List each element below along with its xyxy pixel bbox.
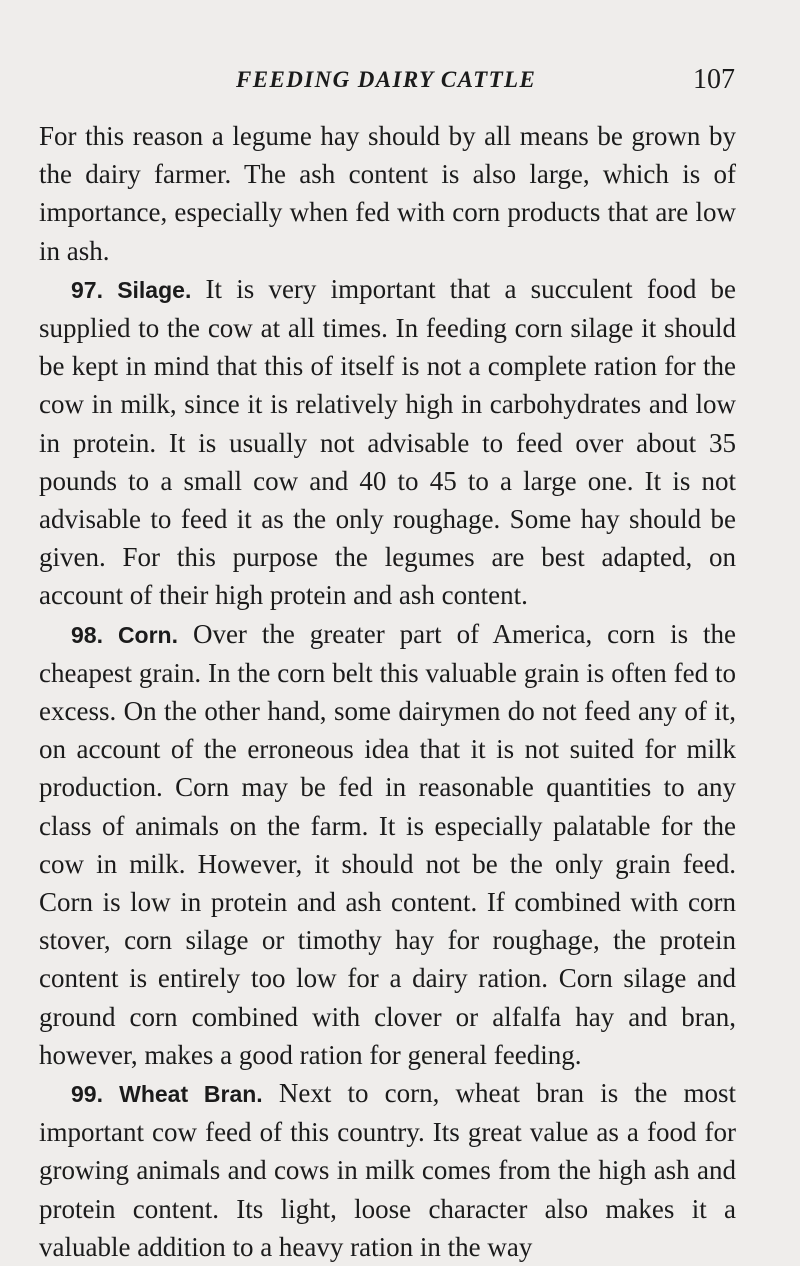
paragraph-text: Next to corn, wheat bran is the most important cow feed of this country. Its great value as a food for growing animals and cows in milk comes from the high ash and protein content. Its light, loose character also makes it a valuable addition to a heavy ration in the way	[39, 1078, 736, 1262]
paragraph-silage	[39, 270, 736, 615]
page-header	[0, 66, 800, 106]
section-title: Silage.	[117, 276, 192, 303]
running-head: FEEDING DAIRY CATTLE	[236, 67, 537, 92]
paragraph-text: It is very important that a succulent food be supplied to the cow at all times. In feeding corn silage it should be kept in mind that this of itself is not a complete ration for the cow in milk, since it is relatively high in carbohydrates and low in protein. It is usually not advisable to feed over about 35 pounds to a small cow and 40 to 45 to a large one. It is not advisable to feed it as the only roughage. Some hay should be given. For this purpose the legumes are best adapted, on account of their high protein and ash content.	[39, 273, 736, 611]
paragraph-continuation	[39, 117, 736, 270]
section-number: 97.	[71, 276, 103, 303]
paragraph-corn	[39, 615, 736, 1074]
body-text	[39, 117, 736, 1266]
paragraph-text: For this reason a legume hay should by all means be grown by the dairy farmer. The ash content is also large, which is of importance, especially when fed with corn products that are low in ash.	[39, 121, 736, 266]
paragraph-wheat-bran	[39, 1074, 736, 1266]
paragraph-text: Over the greater part of America, corn is the cheapest grain. In the corn belt this valuable grain is often fed to excess. On the other hand, some dairymen do not feed any of it, on account of the erroneous idea that it is not suited for milk production. Corn may be fed in reasonable quantities to any class of animals on the farm. It is especially palatable for the cow in milk. However, it should not be the only grain feed. Corn is low in protein and ash content. If combined with corn stover, corn silage or timothy hay for roughage, the protein content is entirely too low for a dairy ration. Corn silage and ground corn combined with clover or alfalfa hay and bran, however, makes a good ration for general feeding.	[39, 618, 737, 1070]
section-title: Corn.	[117, 621, 178, 648]
section-number: 98.	[71, 621, 103, 648]
section-number: 99.	[71, 1081, 103, 1108]
section-title: Wheat Bran.	[119, 1081, 263, 1108]
page-number: 107	[693, 64, 735, 95]
